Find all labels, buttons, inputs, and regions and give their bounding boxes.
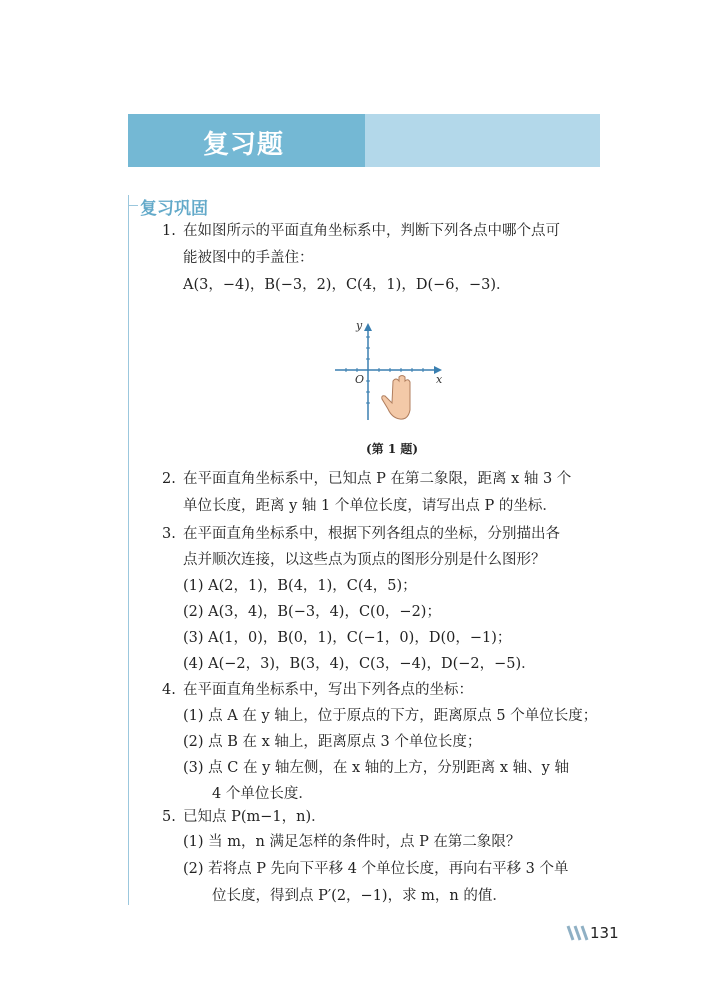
q4-sub2: (2) 点 B 在 x 轴上，距离原点 3 个单位长度； <box>183 734 482 750</box>
x-axis-label: x <box>436 373 443 386</box>
q3-text: 在平面直角坐标系中，根据下列各组点的坐标，分别描出各 <box>183 526 560 542</box>
coordinate-figure <box>330 315 450 425</box>
q4-number: 4. <box>162 682 176 698</box>
q2-text: 单位长度，距离 y 轴 1 个单位长度，请写出点 P 的坐标． <box>183 498 557 514</box>
q1-number: 1. <box>162 223 176 239</box>
q3-sub2: (2) A(3，4)，B(−3，4)，C(0，−2)； <box>183 604 441 620</box>
q3-sub3: (3) A(1，0)，B(0，1)，C(−1，0)，D(0，−1)； <box>183 630 512 646</box>
q3-sub4: (4) A(−2，3)，B(3，4)，C(3，−4)，D(−2，−5)． <box>183 656 536 672</box>
q5-sub2-cont: 位长度，得到点 P′(2，−1)，求 m，n 的值． <box>212 888 507 904</box>
page-stripes-icon <box>566 924 590 942</box>
q4-text: 在平面直角坐标系中，写出下列各点的坐标： <box>183 682 473 698</box>
q1-text: 能被图中的手盖住： <box>183 250 314 266</box>
hand-icon <box>382 376 410 420</box>
q4-sub1: (1) 点 A 在 y 轴上，位于原点的下方，距离原点 5 个单位长度； <box>183 708 598 724</box>
q5-sub2: (2) 若将点 P 先向下平移 4 个单位长度，再向右平移 3 个单 <box>183 861 569 877</box>
q3-number: 3. <box>162 526 176 542</box>
q1-points: A(3，−4)，B(−3，2)，C(4，1)，D(−6，−3)． <box>183 277 511 293</box>
q3-text: 点并顺次连接，以这些点为顶点的图形分别是什么图形？ <box>183 552 546 568</box>
q2-number: 2. <box>162 471 176 487</box>
q5-text: 已知点 P(m−1，n)． <box>183 809 326 825</box>
q5-sub1: (1) 当 m，n 满足怎样的条件时，点 P 在第二象限？ <box>183 834 521 850</box>
section-rule <box>128 195 129 905</box>
figure-caption: (第 1 题) <box>366 442 419 456</box>
q4-sub3-cont: 4 个单位长度． <box>212 786 313 802</box>
section-heading: 复习巩固 <box>140 199 208 219</box>
origin-label: O <box>355 373 365 386</box>
q4-sub3: (3) 点 C 在 y 轴左侧，在 x 轴的上方，分别距离 x 轴、y 轴 <box>183 760 569 776</box>
q1-text: 在如图所示的平面直角坐标系中，判断下列各点中哪个点可 <box>183 223 560 239</box>
y-axis-label: y <box>356 319 363 332</box>
section-rule-tick <box>128 205 138 206</box>
q2-text: 在平面直角坐标系中，已知点 P 在第二象限，距离 x 轴 3 个 <box>183 471 572 487</box>
page-title: 复习题 <box>203 130 285 160</box>
q3-sub1: (1) A(2，1)，B(4，1)，C(4，5)； <box>183 578 417 594</box>
page-number: 131 <box>590 924 619 942</box>
q5-number: 5. <box>162 809 176 825</box>
title-banner-light <box>365 114 600 167</box>
